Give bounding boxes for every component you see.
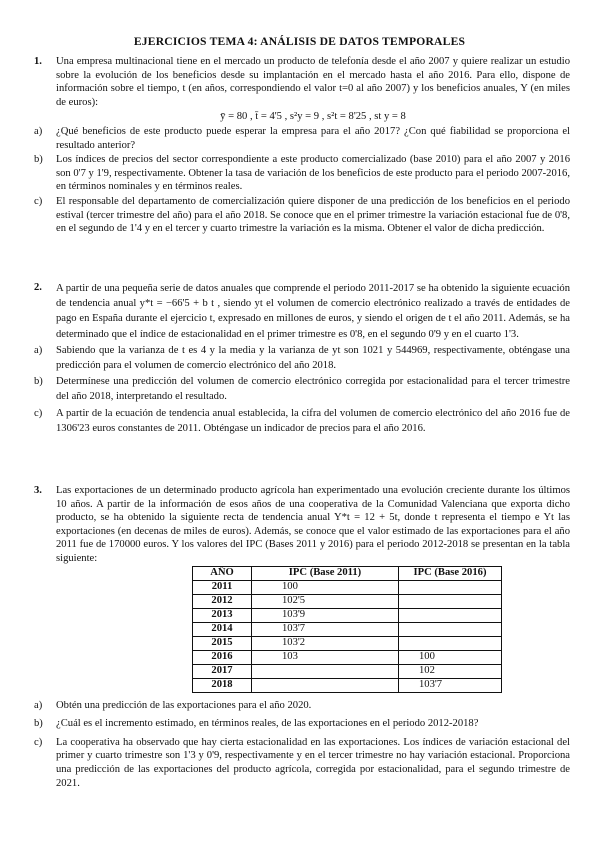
table-cell-year: 2015 (193, 636, 252, 650)
subquestion-a (34, 699, 570, 713)
subquestion-label: c) (34, 407, 43, 419)
table-cell (399, 594, 502, 608)
subquestion-label: b) (34, 718, 43, 730)
table-cell: 102 (399, 664, 502, 678)
table-cell (399, 622, 502, 636)
table-cell-year: 2013 (193, 608, 252, 622)
subquestion-label: a) (34, 699, 43, 711)
ipc-table (192, 566, 502, 693)
table-row (193, 636, 502, 650)
question-intro: Las exportaciones de un determinado producto agrícola han experimentado una evolución creciente durante los últimos 10 años. A partir de la información de esos años de una cooperativa de la Comunidad Valenciana que exporta dicho producto, se ha obtenido la siguiente recta de tendencia anual Y*t = 12 + 5t, donde t representa el tiempo e Yt las exportaciones (en decenas de miles de euros). Además, se conoce que el valor estimado de las exportaciones para el año 2011 fue de 170000 euros. Y los valores del IPC (Bases 2011 y 2016) para el periodo 2012-2018 se presentan en la tabla siguiente: (56, 485, 570, 564)
subquestion-text: ¿Qué beneficios de este producto puede esperar la empresa para el año 2017? ¿Con qué fiabilidad se proporciona el resultado anterior? (56, 125, 570, 151)
table-cell: 103'9 (252, 608, 399, 622)
subquestion-text: Obtén una predicción de las exportaciones para el año 2020. (56, 699, 312, 711)
column-header: IPC (Base 2016) (399, 566, 502, 580)
subquestion-text: La cooperativa ha observado que hay cierta estacionalidad en las exportaciones. Los índices de variación estacional del primer y cuarto trimestre son 1'3 y 0'9, respectivamente y en el tercer trimestre no hay variación estacional. Proporciona una predicción de las exportaciones del producto agrícola, corregida por estacionalidad, para el segundo trimestre de 2021. (56, 736, 570, 789)
column-header: IPC (Base 2011) (252, 566, 399, 580)
table-row (193, 594, 502, 608)
table-cell-year: 2011 (193, 580, 252, 594)
table-row (193, 622, 502, 636)
table-row (193, 664, 502, 678)
table-row (193, 650, 502, 664)
subquestion-b (34, 717, 570, 731)
subquestion-b (34, 153, 570, 194)
subquestion-label: a) (34, 344, 43, 356)
question-intro: Una empresa multinacional tiene en el mercado un producto de telefonía desde el año 2007 y quiere realizar un estudio sobre la evolución de los beneficios desde su implantación en el mercado hasta el año 2016. Para ello, dispone de información sobre el tiempo, t (en años, correspondiendo el valor t=0 al año 2007) y los beneficios anuales, Y (en miles de euros): (56, 56, 570, 108)
table-cell-year: 2018 (193, 678, 252, 692)
table-cell: 103'7 (399, 678, 502, 692)
table-cell-year: 2014 (193, 622, 252, 636)
table-cell (399, 580, 502, 594)
subquestion-text: A partir de la ecuación de tendencia anual establecida, la cifra del volumen de comercio electrónico del año 2016 fue de 1306'23 euros constantes de 2011. Obténgase un indicador de precios para el año 2016. (56, 407, 570, 434)
subquestion-c (34, 195, 570, 236)
table-header-row (193, 566, 502, 580)
table-cell (399, 636, 502, 650)
table-row (193, 580, 502, 594)
subquestion-text: Los índices de precios del sector correspondiente a este producto comercializado (base 2010) para el año 2007 y 2016 son 0'7 y 1'9, respectivamente. Obtener la tasa de variación de los beneficios de este producto para el periodo 2007-2016, en términos nominales y en términos reales. (56, 154, 570, 193)
table-row (193, 678, 502, 692)
column-header: AÑO (193, 566, 252, 580)
subquestion-label: a) (34, 125, 43, 137)
table-cell: 100 (252, 580, 399, 594)
subquestion-c (34, 736, 570, 790)
table-row (193, 608, 502, 622)
table-cell-year: 2012 (193, 594, 252, 608)
table-cell (252, 664, 399, 678)
formula: ȳ = 80 , t̄ = 4'5 , s²y = 9 , s²t = 8'25 , st y = 8 (220, 111, 406, 123)
subquestion-a (34, 125, 570, 152)
subquestion-label: c) (34, 736, 43, 748)
table-cell (252, 678, 399, 692)
question-number: 2. (34, 282, 42, 293)
subquestion-text: Determínese una predicción del volumen de comercio electrónico corregida por estacionalidad para el tercer trimestre del año 2018, interpretando el resultado. (56, 376, 570, 403)
table-cell-year: 2016 (193, 650, 252, 664)
question-1 (34, 55, 570, 236)
question-number: 3. (34, 485, 42, 496)
question-number: 1. (34, 56, 42, 67)
question-2 (34, 281, 570, 436)
subquestion-label: c) (34, 195, 43, 207)
table-cell-year: 2017 (193, 664, 252, 678)
subquestion-c (34, 406, 570, 436)
table-cell (399, 608, 502, 622)
table-cell: 103'2 (252, 636, 399, 650)
page-title: EJERCICIOS TEMA 4: ANÁLISIS DE DATOS TEMPORALES (133, 35, 466, 48)
subquestion-b (34, 374, 570, 404)
question-3 (34, 484, 570, 790)
table-cell: 103 (252, 650, 399, 664)
subquestion-text: Sabiendo que la varianza de t es 4 y la media y la varianza de yt son 1021 y 544969, respectivamente, obténgase una predicción para el volumen de comercio electrónico del año 2018. (56, 344, 570, 372)
table-cell: 103'7 (252, 622, 399, 636)
subquestion-a (34, 343, 570, 373)
question-intro: A partir de una pequeña serie de datos anuales que comprende el periodo 2011-2017 se ha obtenido la siguiente ecuación de tendencia anual y*t = −66'5 + b t , siendo yt el volumen de comercio electrónico realizado a través de entidades de pago en España durante el ejercicio t, expresado en millones de euros, y siendo el origen de t el año 2011. Además, se ha determinado que el índice de estacionalidad en el primer trimestre es 0'8, en el segundo 0'9 y en el cuarto 1'3. (56, 283, 570, 340)
subquestion-text: El responsable del departamento de comercialización quiere disponer de una predicción de los beneficios en el periodo estival (tercer trimestre del año) para el año 2018. Se conoce que en el primer trimestre la variación estacional fue de 0'8, en el segundo de 1'4 y en el tercer y cuarto trimestre la variación es la misma. Obtener el valor de dicha predicción. (56, 195, 570, 235)
table-cell: 100 (399, 650, 502, 664)
subquestion-text: ¿Cuál es el incremento estimado, en términos reales, de las exportaciones en el periodo 2012-2018? (56, 718, 479, 730)
table-cell: 102'5 (252, 594, 399, 608)
subquestion-label: b) (34, 376, 43, 388)
subquestion-label: b) (34, 154, 43, 166)
